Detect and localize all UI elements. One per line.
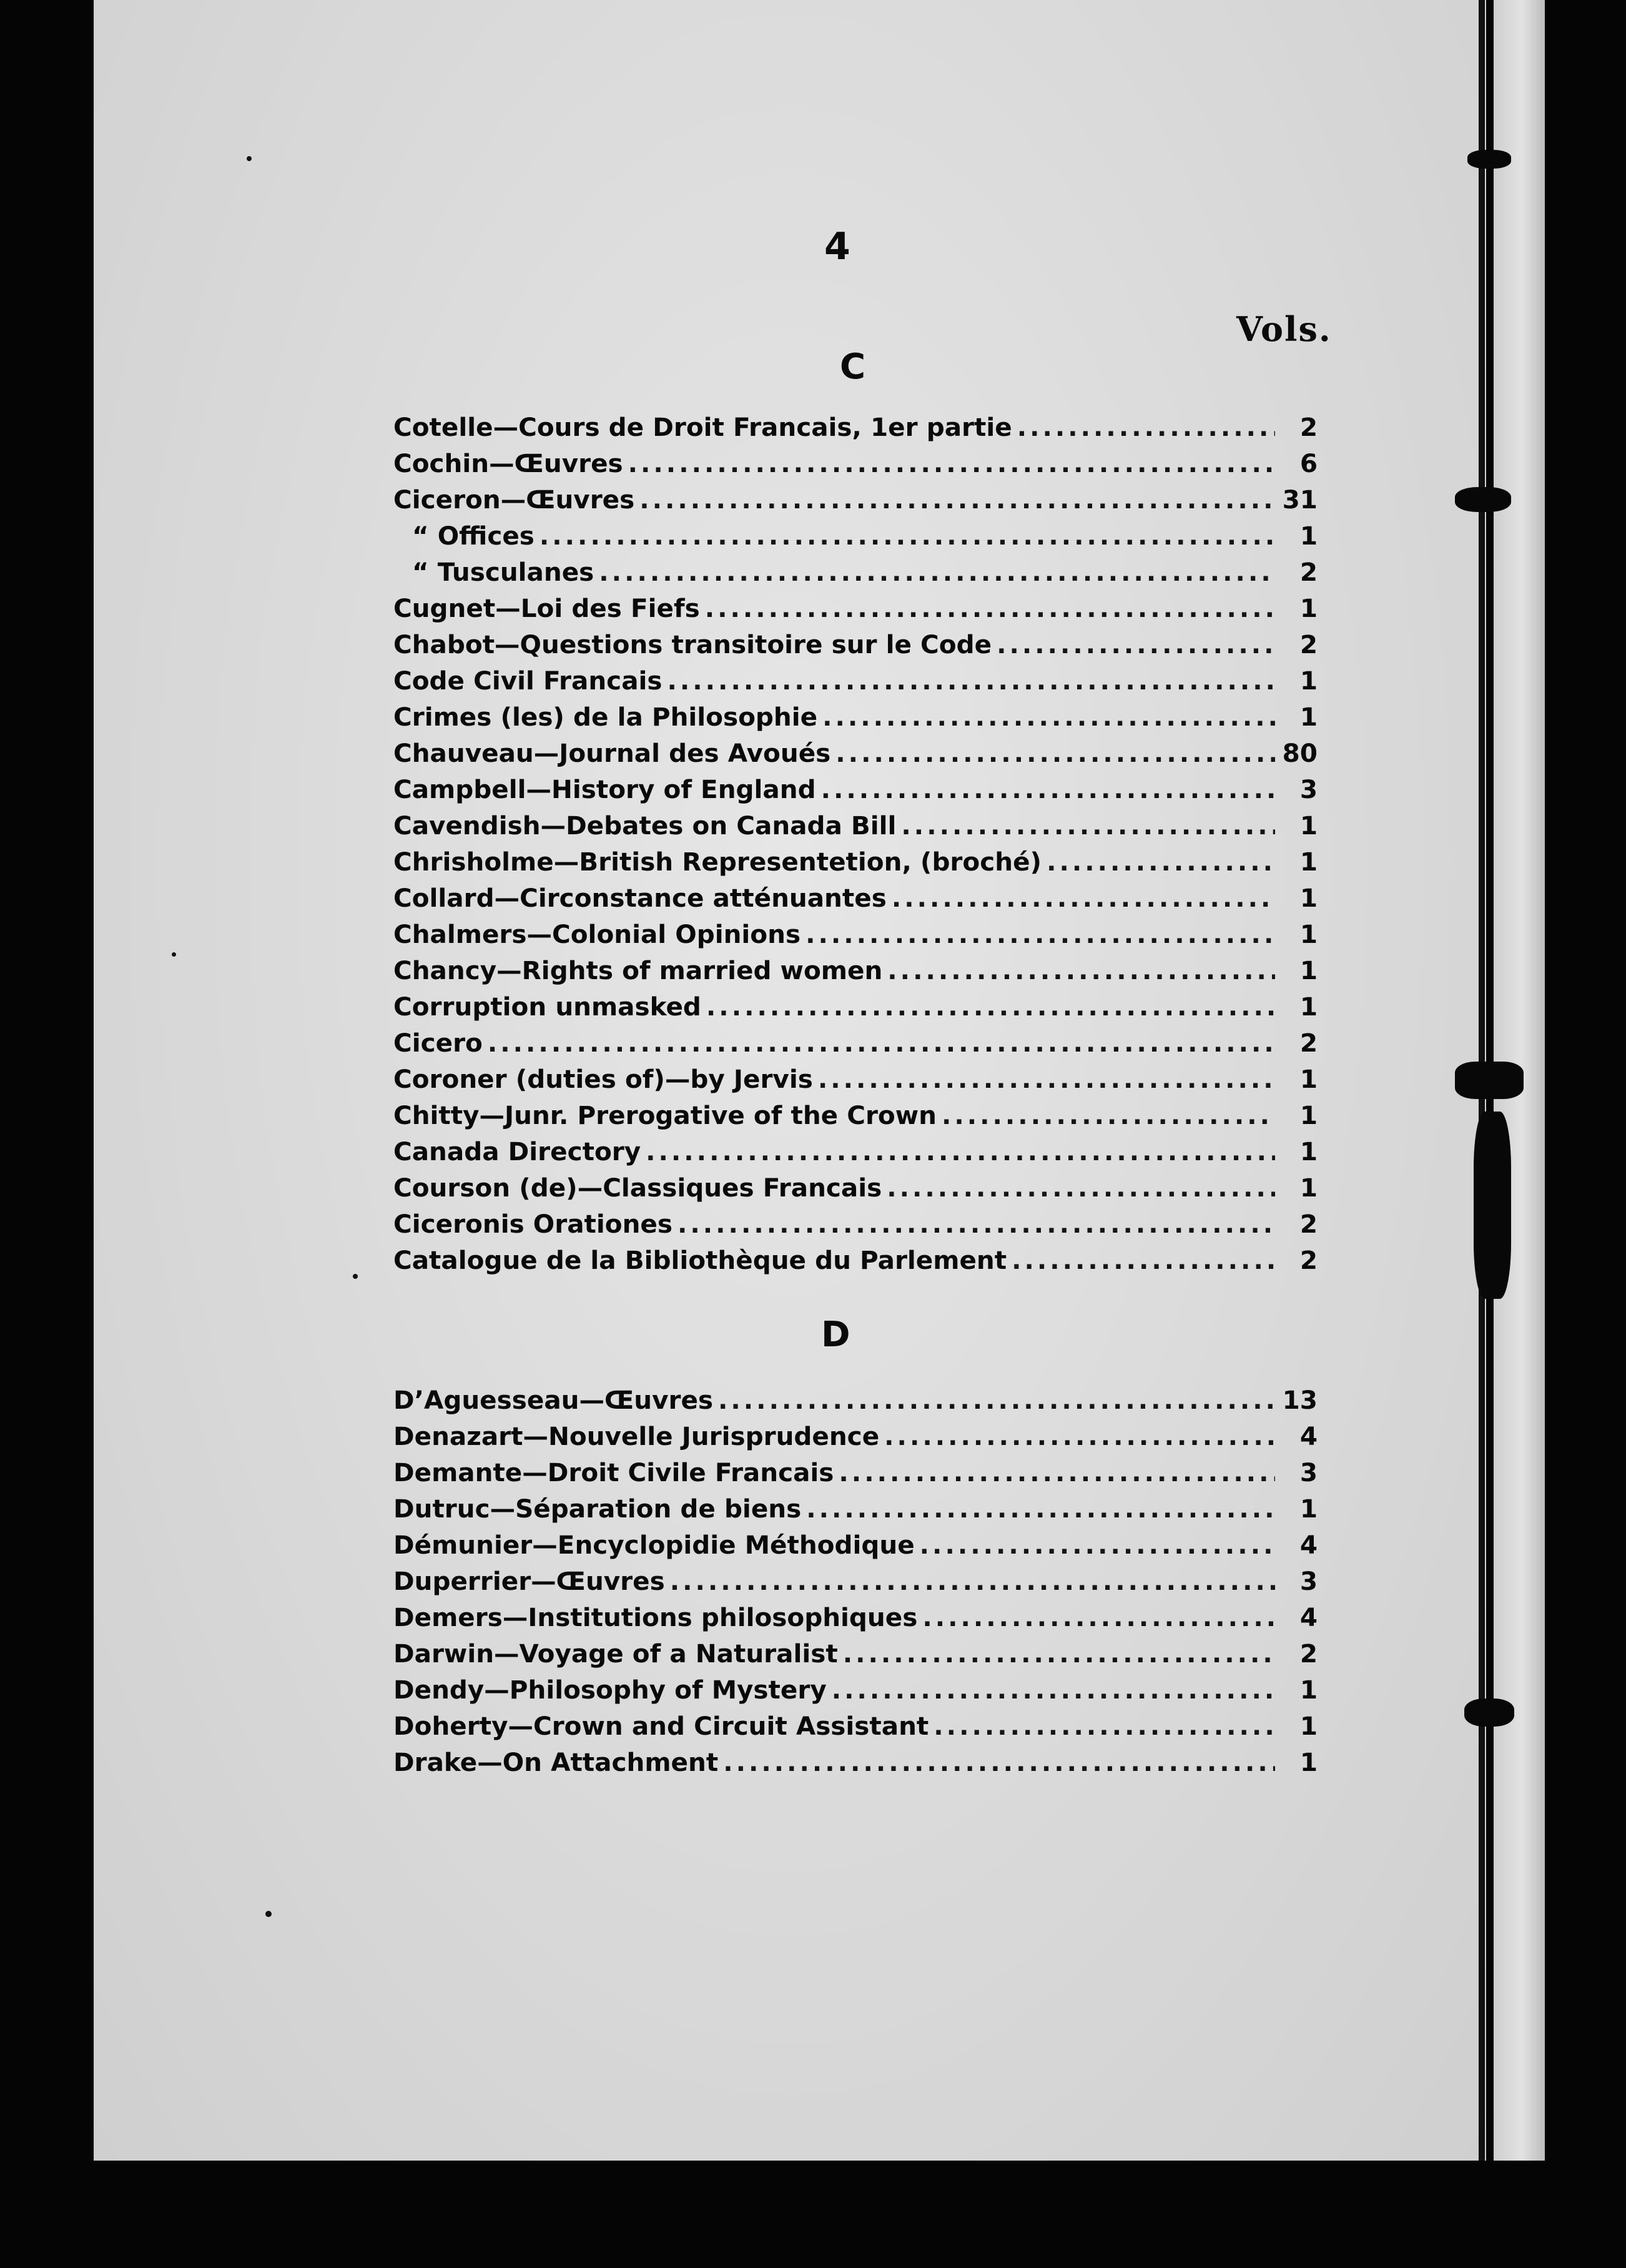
list-item [393, 738, 1318, 774]
list-item [393, 774, 1318, 811]
entry-vols: 2 [1299, 1028, 1318, 1058]
leader-dots [706, 992, 1275, 1022]
entry-title: Cotelle—Cours de Droit Francais, 1er partie [393, 412, 1012, 442]
leader-dots [599, 557, 1275, 587]
leader-dots [832, 1675, 1275, 1705]
entry-vols: 1 [1299, 955, 1318, 985]
entry-vols: 1 [1299, 702, 1318, 732]
list-item [393, 485, 1318, 521]
entry-vols: 2 [1299, 557, 1318, 587]
entry-vols: 1 [1299, 666, 1318, 696]
entry-title: Denazart—Nouvelle Jurisprudence [393, 1421, 880, 1451]
entry-vols: 1 [1299, 811, 1318, 841]
leader-dots [1017, 412, 1275, 442]
list-item [393, 1100, 1318, 1136]
leader-dots [678, 1209, 1275, 1239]
entry-title: Canada Directory [393, 1136, 641, 1166]
entry-title: Darwin—Voyage of a Naturalist [393, 1639, 838, 1669]
entry-vols: 6 [1299, 448, 1318, 478]
paper-speck [172, 952, 176, 957]
leader-dots [723, 1747, 1275, 1777]
leader-dots [835, 738, 1275, 768]
entry-title: Campbell—History of England [393, 774, 816, 804]
entry-title: Chalmers—Colonial Opinions [393, 919, 801, 949]
leader-dots [839, 1457, 1275, 1487]
leader-dots [843, 1639, 1275, 1669]
binding-tear-2 [1455, 487, 1511, 512]
section-letter-c: C [840, 347, 866, 387]
leader-dots [997, 629, 1275, 659]
list-item [393, 1064, 1318, 1100]
entry-vols: 1 [1299, 1100, 1318, 1130]
list-item [393, 1385, 1318, 1421]
paper-speck [353, 1274, 358, 1279]
leader-dots [670, 1566, 1275, 1596]
list-item [393, 883, 1318, 919]
entry-title: Cavendish—Debates on Canada Bill [393, 811, 897, 841]
entry-vols: 1 [1299, 1064, 1318, 1094]
list-item [393, 955, 1318, 992]
entry-vols: 1 [1299, 521, 1318, 551]
list-item [393, 1421, 1318, 1457]
entry-title: “ Offices [412, 521, 535, 551]
entry-vols: 3 [1299, 1566, 1318, 1596]
list-item [393, 1457, 1318, 1494]
list-item [393, 1494, 1318, 1530]
entry-title: “ Tusculanes [412, 557, 594, 587]
entry-title: Cugnet—Loi des Fiefs [393, 593, 700, 623]
entry-vols: 31 [1282, 485, 1318, 515]
leader-dots [887, 1173, 1275, 1203]
list-item [393, 521, 1318, 557]
binding-tear-3 [1455, 1062, 1524, 1099]
list-item [393, 629, 1318, 666]
entry-vols: 4 [1299, 1602, 1318, 1632]
entry-title: Drake—On Attachment [393, 1747, 719, 1777]
entry-title: Cicero [393, 1028, 483, 1058]
entry-vols: 13 [1282, 1385, 1318, 1415]
entry-vols: 1 [1299, 1747, 1318, 1777]
list-item [393, 1639, 1318, 1675]
list-item [393, 593, 1318, 629]
entry-vols: 1 [1299, 1136, 1318, 1166]
list-item [393, 1209, 1318, 1245]
list-item [393, 992, 1318, 1028]
leader-dots [806, 919, 1275, 949]
list-item [393, 1747, 1318, 1783]
leader-dots [705, 593, 1275, 623]
entry-title: D’Aguesseau—Œuvres [393, 1385, 714, 1415]
leader-dots [806, 1494, 1275, 1524]
entry-title: Code Civil Francais [393, 666, 663, 696]
leader-dots [934, 1711, 1275, 1741]
entry-vols: 1 [1299, 593, 1318, 623]
entry-vols: 1 [1299, 1675, 1318, 1705]
vols-column-header: Vols. [1236, 309, 1332, 349]
list-item [393, 448, 1318, 485]
binding-tear-1 [1467, 150, 1511, 169]
entry-vols: 1 [1299, 847, 1318, 877]
entry-title: Coroner (duties of)—by Jervis [393, 1064, 813, 1094]
list-item [393, 1675, 1318, 1711]
binding-tear-5 [1464, 1699, 1514, 1727]
list-item [393, 1173, 1318, 1209]
section-d-entries [393, 1385, 1318, 1783]
entry-title: Dendy—Philosophy of Mystery [393, 1675, 827, 1705]
leader-dots [818, 1064, 1275, 1094]
list-item [393, 1566, 1318, 1602]
entry-title: Chancy—Rights of married women [393, 955, 883, 985]
list-item [393, 1602, 1318, 1639]
list-item [393, 1028, 1318, 1064]
leader-dots [1012, 1245, 1275, 1275]
entry-title: Crimes (les) de la Philosophie [393, 702, 818, 732]
leader-dots [639, 485, 1275, 515]
list-item [393, 557, 1318, 593]
entry-title: Cochin—Œuvres [393, 448, 623, 478]
entry-vols: 1 [1299, 919, 1318, 949]
paper-speck [247, 156, 252, 161]
section-letter-d: D [821, 1314, 850, 1355]
leader-dots [488, 1028, 1275, 1058]
leader-dots [922, 1602, 1275, 1632]
entry-title: Duperrier—Œuvres [393, 1566, 665, 1596]
entry-vols: 3 [1299, 1457, 1318, 1487]
leader-dots [718, 1385, 1275, 1415]
entry-vols: 2 [1299, 1209, 1318, 1239]
entry-vols: 80 [1282, 738, 1318, 768]
entry-title: Courson (de)—Classiques Francais [393, 1173, 882, 1203]
entry-vols: 3 [1299, 774, 1318, 804]
leader-dots [884, 1421, 1275, 1451]
list-item [393, 811, 1318, 847]
entry-title: Chrisholme—British Representetion, (broché) [393, 847, 1042, 877]
entry-title: Chitty—Junr. Prerogative of the Crown [393, 1100, 937, 1130]
leader-dots [892, 883, 1275, 913]
list-item [393, 1245, 1318, 1281]
leader-dots [668, 666, 1275, 696]
entry-vols: 1 [1299, 1711, 1318, 1741]
leader-dots [1047, 847, 1275, 877]
leader-dots [540, 521, 1275, 551]
list-item [393, 412, 1318, 448]
list-item [393, 1711, 1318, 1747]
entry-title: Doherty—Crown and Circuit Assistant [393, 1711, 929, 1741]
entry-vols: 4 [1299, 1421, 1318, 1451]
entry-vols: 2 [1299, 1639, 1318, 1669]
page-number: 4 [824, 225, 850, 269]
entry-title: Collard—Circonstance atténuantes [393, 883, 887, 913]
entry-title: Corruption unmasked [393, 992, 701, 1022]
entry-title: Ciceron—Œuvres [393, 485, 635, 515]
list-item [393, 666, 1318, 702]
section-c-entries [393, 412, 1318, 1281]
leader-dots [901, 811, 1275, 841]
entry-vols: 4 [1299, 1530, 1318, 1560]
leader-dots [822, 702, 1275, 732]
entry-title: Demers—Institutions philosophiques [393, 1602, 918, 1632]
entry-vols: 2 [1299, 1245, 1318, 1275]
entry-title: Ciceronis Orationes [393, 1209, 673, 1239]
entry-vols: 2 [1299, 629, 1318, 659]
list-item [393, 702, 1318, 738]
leader-dots [920, 1530, 1275, 1560]
binding-tear-4 [1474, 1112, 1511, 1299]
entry-vols: 1 [1299, 992, 1318, 1022]
list-item [393, 919, 1318, 955]
leader-dots [821, 774, 1275, 804]
entry-vols: 1 [1299, 1494, 1318, 1524]
entry-title: Demante—Droit Civile Francais [393, 1457, 834, 1487]
leader-dots [887, 955, 1275, 985]
leader-dots [942, 1100, 1275, 1130]
entry-title: Démunier—Encyclopidie Méthodique [393, 1530, 915, 1560]
entry-title: Chabot—Questions transitoire sur le Code [393, 629, 992, 659]
paper-speck [265, 1911, 272, 1917]
entry-title: Chauveau—Journal des Avoués [393, 738, 831, 768]
entry-vols: 1 [1299, 1173, 1318, 1203]
list-item [393, 1530, 1318, 1566]
list-item [393, 847, 1318, 883]
entry-vols: 2 [1299, 412, 1318, 442]
entry-title: Catalogue de la Bibliothèque du Parlement [393, 1245, 1007, 1275]
leader-dots [646, 1136, 1275, 1166]
list-item [393, 1136, 1318, 1173]
leader-dots [628, 448, 1275, 478]
entry-title: Dutruc—Séparation de biens [393, 1494, 802, 1524]
entry-vols: 1 [1299, 883, 1318, 913]
